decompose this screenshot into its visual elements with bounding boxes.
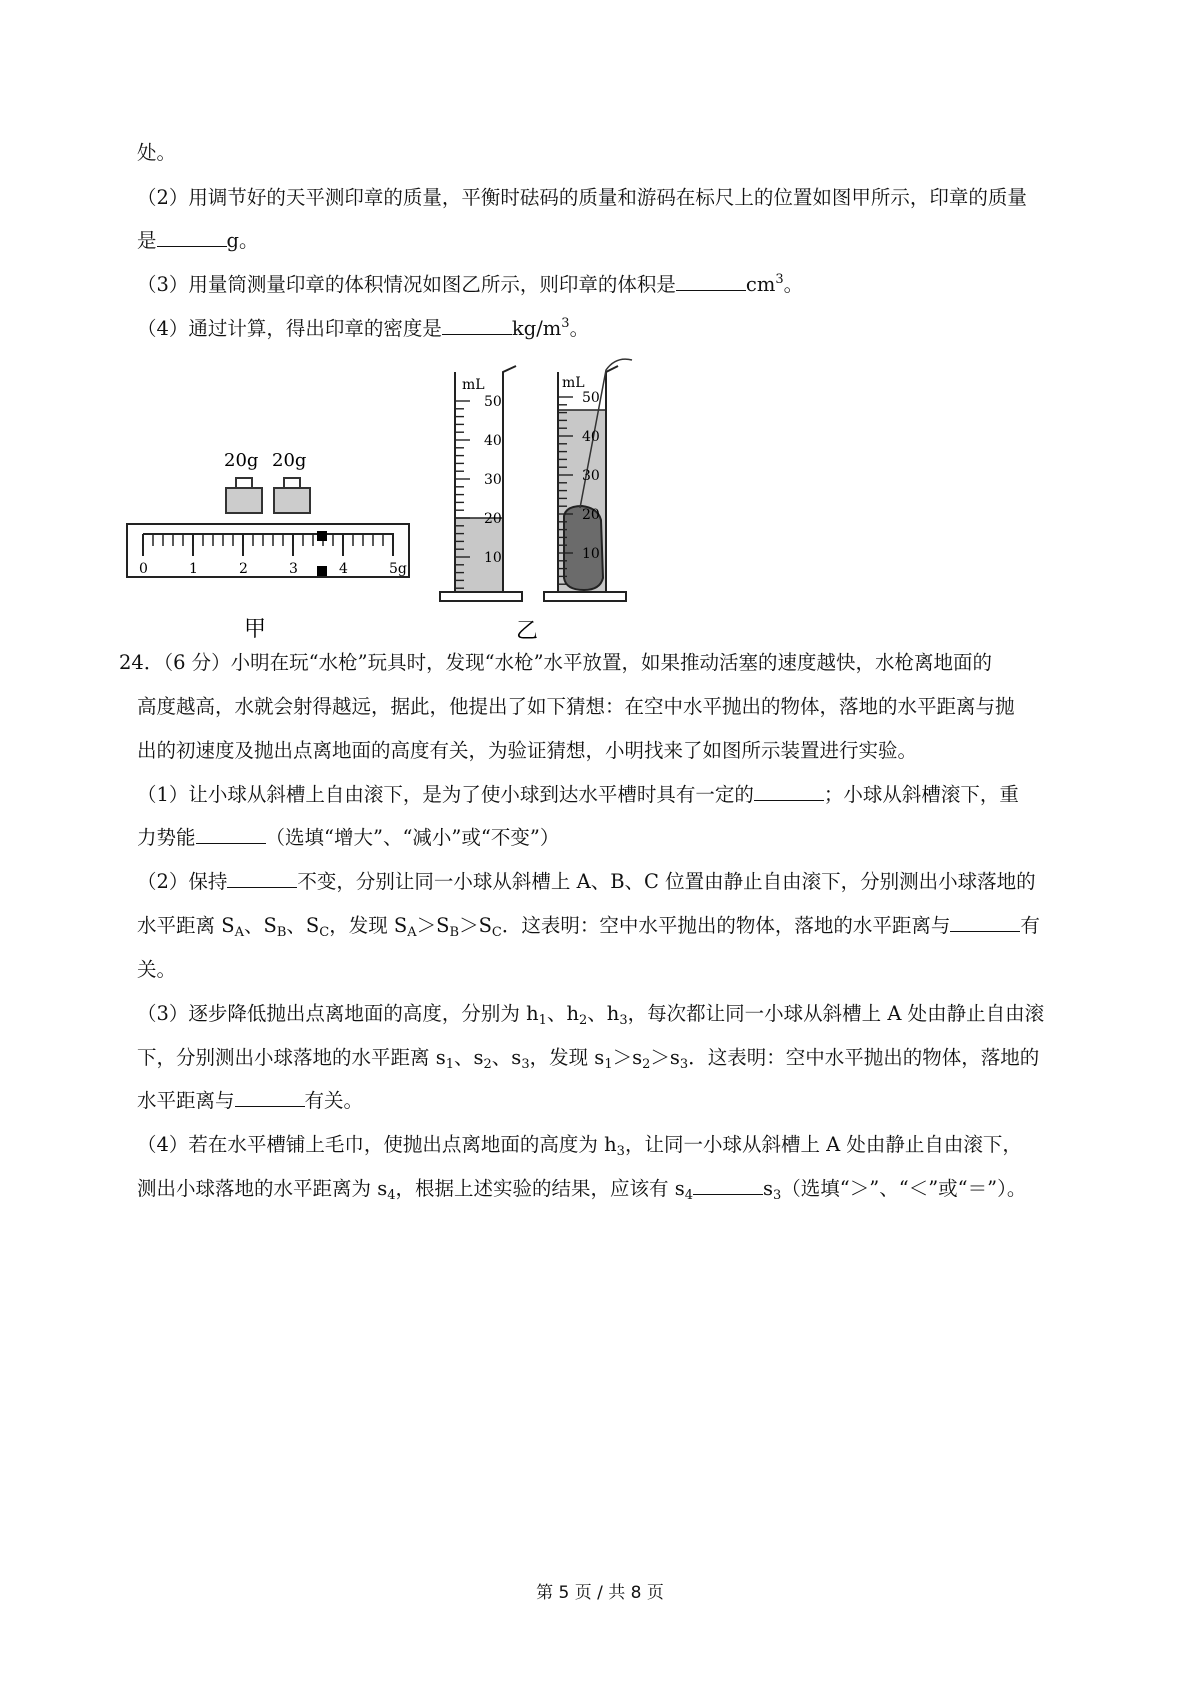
subscript: 3 bbox=[616, 1144, 625, 1159]
sub-1-line-1 bbox=[137, 780, 1019, 810]
answer-blank[interactable] bbox=[235, 1086, 305, 1107]
cylinder-mark-label: 30 bbox=[484, 472, 502, 488]
text: 不变，分别让同一小球从斜槽上 A、B、C 位置由静止自由滚下，分别测出小球落地的 bbox=[297, 870, 1036, 893]
cylinder-mark-label: 20 bbox=[582, 507, 600, 523]
weight-2 bbox=[274, 478, 310, 513]
sub-2-line-2 bbox=[137, 911, 1040, 941]
question-24-line-2 bbox=[137, 692, 1015, 722]
rider-bottom bbox=[317, 566, 327, 576]
text: ，发现 S bbox=[329, 914, 408, 937]
sub-1-line-2 bbox=[137, 823, 559, 853]
text: 高度越高，水就会射得越远，据此，他提出了如下猜想：在空中水平抛出的物体，落地的水平距离与抛 bbox=[137, 695, 1015, 718]
sub-2-line-3 bbox=[137, 955, 176, 985]
subscript: 3 bbox=[679, 1057, 689, 1072]
cylinder-mark-label: 40 bbox=[582, 429, 600, 445]
subscript: 1 bbox=[604, 1057, 613, 1072]
answer-blank[interactable] bbox=[754, 780, 824, 801]
weight-label: 20g bbox=[272, 450, 307, 471]
text: ，发现 s bbox=[529, 1046, 605, 1069]
subscript: 3 bbox=[521, 1057, 530, 1072]
subscript: 2 bbox=[579, 1013, 588, 1028]
experiment-figure bbox=[0, 0, 1200, 700]
text: （2）保持 bbox=[137, 870, 228, 893]
cylinder-mark-label: 20 bbox=[484, 511, 502, 527]
text: 关。 bbox=[137, 958, 177, 981]
text: 下，分别测出小球落地的水平距离 s bbox=[137, 1046, 446, 1069]
text: 力势能 bbox=[137, 826, 196, 849]
text: （3）用量筒测量印章的体积情况如图乙所示，则印章的体积是 bbox=[137, 273, 676, 296]
weight-1 bbox=[226, 478, 262, 513]
text: （3）逐步降低抛出点离地面的高度，分别为 h bbox=[137, 1002, 539, 1025]
cylinder-mark-label: 10 bbox=[582, 546, 600, 562]
text: 、S bbox=[286, 914, 320, 937]
text: 测出小球落地的水平距离为 s bbox=[137, 1177, 388, 1200]
cylinder-mark-label: 50 bbox=[484, 394, 502, 410]
subscript: B bbox=[276, 925, 287, 940]
scale-label: 2 bbox=[239, 561, 248, 577]
answer-blank[interactable] bbox=[950, 911, 1020, 932]
text: 、h bbox=[546, 1002, 580, 1025]
answer-blank[interactable] bbox=[693, 1174, 763, 1195]
cylinder-mark-label: 40 bbox=[484, 433, 502, 449]
text: 出的初速度及抛出点离地面的高度有关，为验证猜想，小明找来了如图所示装置进行实验。 bbox=[137, 739, 918, 762]
scale-label: 1 bbox=[189, 561, 198, 577]
figure-caption-yi: 乙 bbox=[516, 619, 539, 644]
sub-4-line-1 bbox=[137, 1130, 1022, 1160]
unit: cm bbox=[745, 273, 776, 296]
text: （选填“＞”、“＜”或“＝”）。 bbox=[781, 1177, 1027, 1200]
cylinder-unit: mL bbox=[462, 377, 485, 393]
text: 24．（6 分）小明在玩“水枪”玩具时，发现“水枪”水平放置，如果推动活塞的速度越快，水枪离地面的 bbox=[119, 651, 993, 674]
sub-3-line-3 bbox=[137, 1086, 363, 1116]
exponent: 3 bbox=[775, 272, 784, 287]
text: ．这表明：空中水平抛出的物体，落地的水平距离与 bbox=[501, 914, 951, 937]
subscript: A bbox=[407, 925, 417, 940]
text: 、h bbox=[587, 1002, 620, 1025]
cylinder-unit: mL bbox=[562, 375, 585, 391]
subscript: 2 bbox=[642, 1057, 651, 1072]
text: （4）通过计算，得出印章的密度是 bbox=[137, 317, 442, 340]
text: 有 bbox=[1020, 914, 1040, 937]
question-24-line-3 bbox=[137, 736, 917, 766]
text: ＞s bbox=[612, 1046, 643, 1069]
text: 、S bbox=[243, 914, 277, 937]
subscript: C bbox=[491, 925, 502, 940]
text: （1）让小球从斜槽上自由滚下，是为了使小球到达水平槽时具有一定的 bbox=[137, 783, 754, 806]
text: ．这表明：空中水平抛出的物体，落地的 bbox=[688, 1046, 1040, 1069]
text: ，根据上述实验的结果，应该有 s bbox=[395, 1177, 685, 1200]
cylinder-mark-label: 50 bbox=[582, 390, 600, 406]
figure-caption-jia: 甲 bbox=[244, 617, 267, 642]
subscript: 4 bbox=[387, 1188, 396, 1203]
answer-blank[interactable] bbox=[196, 823, 266, 844]
scale-label: 3 bbox=[289, 561, 298, 577]
text: g。 bbox=[226, 229, 259, 252]
scale-label: 0 bbox=[139, 561, 148, 577]
text: ＞S bbox=[416, 914, 450, 937]
text: （4）若在水平槽铺上毛巾，使抛出点离地面的高度为 h bbox=[137, 1133, 617, 1156]
text: 处。 bbox=[137, 141, 177, 164]
sub-4-line-2 bbox=[137, 1174, 1026, 1204]
text: ，让同一小球从斜槽上 A 处由静止自由滚下， bbox=[624, 1133, 1022, 1156]
subscript: B bbox=[449, 925, 460, 940]
text: 水平距离与 bbox=[137, 1089, 235, 1112]
weight-label: 20g bbox=[224, 450, 259, 471]
text: 水平距离 S bbox=[137, 914, 235, 937]
subscript: A bbox=[234, 925, 244, 940]
text: ＞s bbox=[650, 1046, 680, 1069]
subscript: 3 bbox=[773, 1188, 782, 1203]
rider-top bbox=[317, 531, 327, 541]
text: 有关。 bbox=[304, 1089, 364, 1112]
text: 、s bbox=[491, 1046, 522, 1069]
text: 是 bbox=[137, 229, 157, 252]
text: ；小球从斜槽滚下，重 bbox=[823, 783, 1019, 806]
text: s bbox=[763, 1177, 774, 1200]
text: （2）用调节好的天平测印章的质量，平衡时砝码的质量和游码在标尺上的位置如图甲所示，印章的质量 bbox=[137, 186, 1027, 209]
subscript: C bbox=[319, 925, 330, 940]
scale-label: 4 bbox=[339, 561, 348, 577]
sub-3-line-1 bbox=[137, 999, 1044, 1029]
sub-3-line-2 bbox=[137, 1043, 1039, 1073]
cylinder-mark-label: 30 bbox=[582, 468, 600, 484]
subscript: 1 bbox=[445, 1057, 454, 1072]
graduated-cylinder-empty bbox=[440, 366, 522, 601]
unit: kg/m bbox=[511, 317, 562, 340]
question-24-line-1 bbox=[119, 648, 992, 678]
text: 。 bbox=[783, 273, 804, 296]
answer-blank[interactable] bbox=[227, 867, 297, 888]
beam-scale bbox=[127, 524, 409, 577]
scale-label: 5g bbox=[389, 561, 407, 577]
text: 。 bbox=[569, 317, 590, 340]
text: （选填“增大”、“减小”或“不变”） bbox=[265, 826, 560, 849]
page-footer: 第 5 页 / 共 8 页 bbox=[536, 1583, 664, 1603]
text: ＞S bbox=[459, 914, 492, 937]
sub-2-line-1 bbox=[137, 867, 1036, 897]
subscript: 2 bbox=[483, 1057, 492, 1072]
cylinder-mark-label: 10 bbox=[484, 550, 502, 566]
text: 、s bbox=[454, 1046, 484, 1069]
text: ，每次都让同一小球从斜槽上 A 处由静止自由滚 bbox=[627, 1002, 1045, 1025]
exponent: 3 bbox=[561, 316, 570, 331]
subscript: 1 bbox=[538, 1013, 547, 1028]
subscript: 3 bbox=[619, 1013, 628, 1028]
subscript: 4 bbox=[684, 1188, 693, 1203]
